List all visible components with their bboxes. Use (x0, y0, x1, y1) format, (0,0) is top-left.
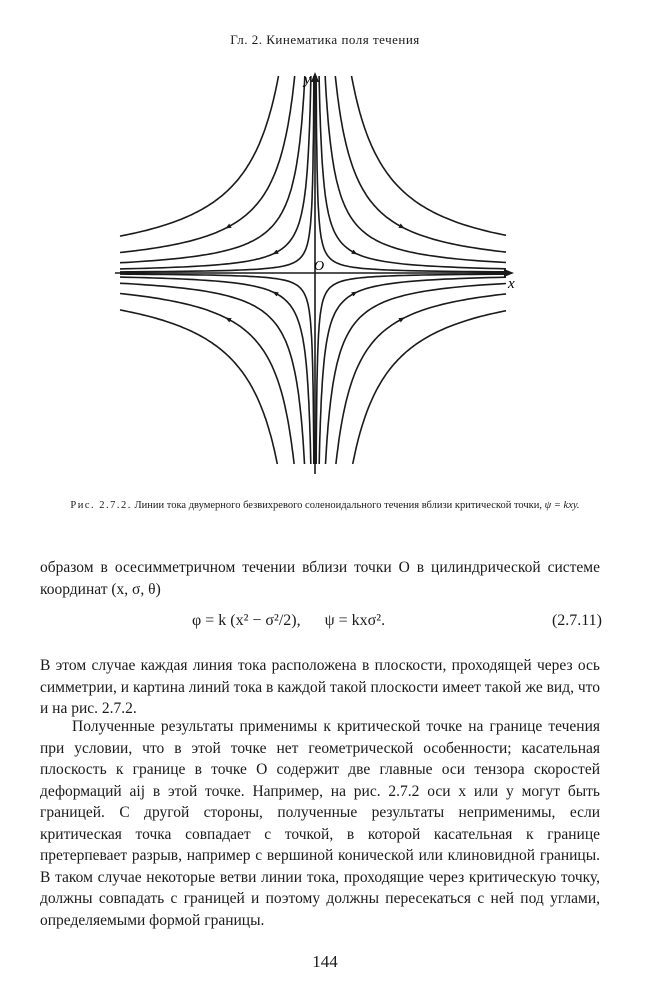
streamline (120, 294, 294, 465)
flow-arrow (397, 319, 402, 322)
flow-arrow (228, 224, 233, 227)
streamline (335, 76, 506, 252)
equation-number: (2.7.11) (551, 612, 602, 629)
streamline-figure (110, 64, 530, 484)
page-number: 144 (312, 952, 338, 971)
equation-phi: φ = k (x² − σ²/2), (192, 612, 301, 629)
x-axis-label: x (508, 276, 515, 292)
streamline (325, 76, 506, 263)
origin-label: O (314, 259, 325, 274)
streamline (120, 277, 311, 464)
paragraph-2: В этом случае каждая линия тока расположена в плоскости, проходящей через ось симметрии, и картина линий тока в каждой такой плоскости имеет такой же вид, что и на рис. 2.7.2. (40, 657, 600, 717)
streamline (316, 274, 506, 464)
y-axis-arrow (311, 72, 319, 82)
flow-arrow (350, 293, 355, 296)
streamline (353, 311, 506, 464)
flow-arrow (275, 293, 280, 296)
equation-formula (192, 612, 385, 630)
streamline (120, 310, 277, 464)
paragraph-1: образом в осесимметричном течении вблизи точки O в цилиндрической системе координат (x, σ, θ) (40, 559, 600, 598)
streamline (326, 284, 507, 465)
equation-2-7-11 (40, 604, 602, 644)
streamline-curves (120, 76, 506, 464)
flow-arrow (397, 224, 402, 227)
streamline (120, 76, 295, 253)
streamline (120, 76, 314, 272)
streamline (316, 76, 506, 272)
figure-caption (40, 500, 610, 512)
streamline (120, 76, 311, 269)
streamline (120, 76, 279, 236)
caption-lead: Рис. 2.7.2. (70, 500, 132, 511)
streamline (120, 283, 305, 464)
running-head: Гл. 2. Кинематика поля течения (230, 32, 420, 47)
streamline (319, 76, 506, 269)
equation-psi: ψ = kxσ². (324, 612, 386, 629)
streamline (336, 294, 506, 464)
paragraph-3: Полученные результаты применимы к критической точке на границе течения при условии, что в этой точке нет геометрической особенности; касательная плоскость к границе в точке O содержит две главные оси тензора скоростей деформаций aij в этой точке. Например, на рис. 2.7.2 оси x или y могут быть границей. С другой стороны, полученные результаты неприменимы, если критическая точка совпадает с точкой, в которой касательная к границе претерпевает разрыв, например с вершиной конической или клиновидной границы. В таком случае некоторые ветви линии тока, проходящие через критическую точку, должны совпадать с границей и поэтому должны пересекаться с ней под углами, определяемыми формой границы. (40, 718, 600, 929)
flow-arrow (275, 250, 280, 253)
caption-text: Линии тока двумерного безвихревого соленоидального течения вблизи критической точки, (134, 500, 543, 511)
streamline (352, 76, 507, 235)
caption-formula: ψ = kxy. (544, 500, 580, 511)
streamline (319, 277, 506, 464)
flow-arrow (350, 250, 355, 253)
y-axis-label: y (304, 72, 311, 88)
flow-arrow (228, 319, 233, 322)
streamline (120, 274, 314, 464)
